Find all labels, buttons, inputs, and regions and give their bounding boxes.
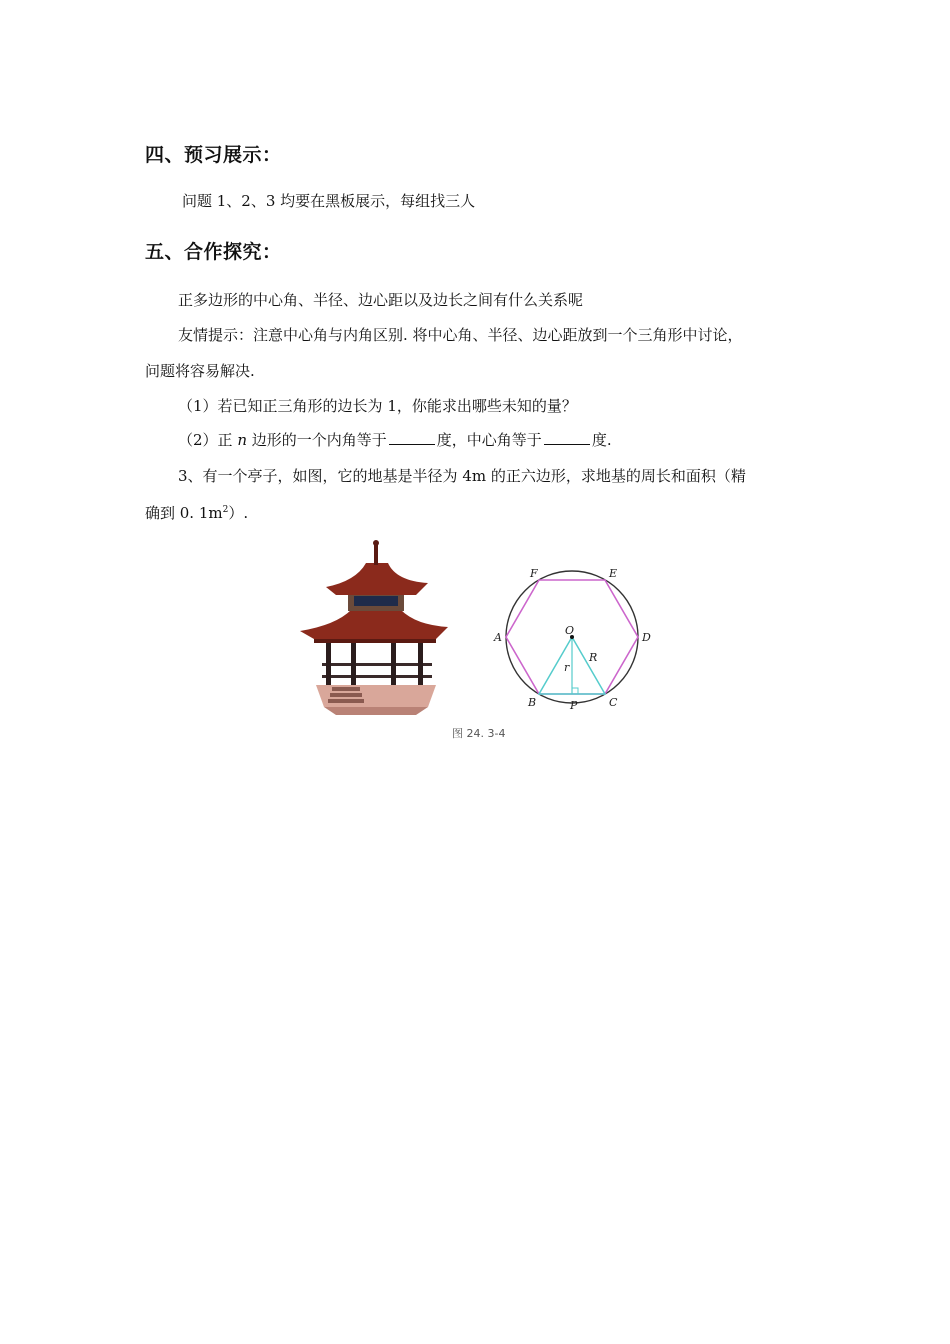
lower-roof	[300, 610, 448, 639]
q3-sup: 2	[222, 505, 229, 515]
q2-suffix: 度.	[591, 431, 612, 449]
q3-suffix: ）.	[228, 504, 249, 522]
label-r: r	[564, 661, 570, 674]
answer-blank-interior	[389, 430, 435, 445]
label-R: R	[589, 651, 598, 664]
label-O: O	[565, 624, 575, 637]
q2-n: n	[237, 431, 247, 449]
q3-prefix: 确到 0. 1m	[145, 504, 223, 522]
label-P: P	[570, 699, 578, 712]
right-angle-mark	[572, 688, 578, 694]
label-F: F	[530, 567, 538, 580]
upper-roof	[326, 563, 428, 595]
question-2	[178, 429, 612, 450]
question-1: （1）若已知正三角形的边长为 1，你能求出哪些未知的量？	[178, 397, 577, 415]
label-D: D	[642, 631, 651, 644]
label-B: B	[528, 696, 537, 709]
pavilion-image	[296, 535, 456, 720]
answer-blank-central	[544, 430, 590, 445]
question-3-line1: 3、有一个亭子，如图，它的地基是半径为 4m 的正六边形，求地基的周长和面积（精	[178, 467, 746, 485]
q2-mid2: 度，中心角等于	[436, 431, 542, 449]
figure-caption: 图 24. 3-4	[452, 727, 506, 740]
section4-heading: 四、预习展示：	[145, 144, 282, 166]
label-A: A	[494, 631, 502, 644]
label-C: C	[609, 696, 618, 709]
hexagon-diagram	[492, 560, 667, 715]
section4-text: 问题 1、2、3 均要在黑板展示，每组找三人	[182, 192, 476, 210]
hint-line1: 友情提示：注意中心角与内角区别. 将中心角、半径、边心距放到一个三角形中讨论，	[178, 326, 743, 344]
q2-mid1: 边形的一个内角等于	[251, 431, 387, 449]
q2-prefix: （2）正	[178, 431, 233, 449]
section5-heading: 五、合作探究：	[145, 241, 282, 263]
label-E: E	[609, 567, 618, 580]
hint-line2: 问题将容易解决.	[145, 362, 255, 380]
section5-line1: 正多边形的中心角、半径、边心距以及边长之间有什么关系呢	[178, 291, 584, 309]
question-3-line2	[145, 502, 248, 523]
